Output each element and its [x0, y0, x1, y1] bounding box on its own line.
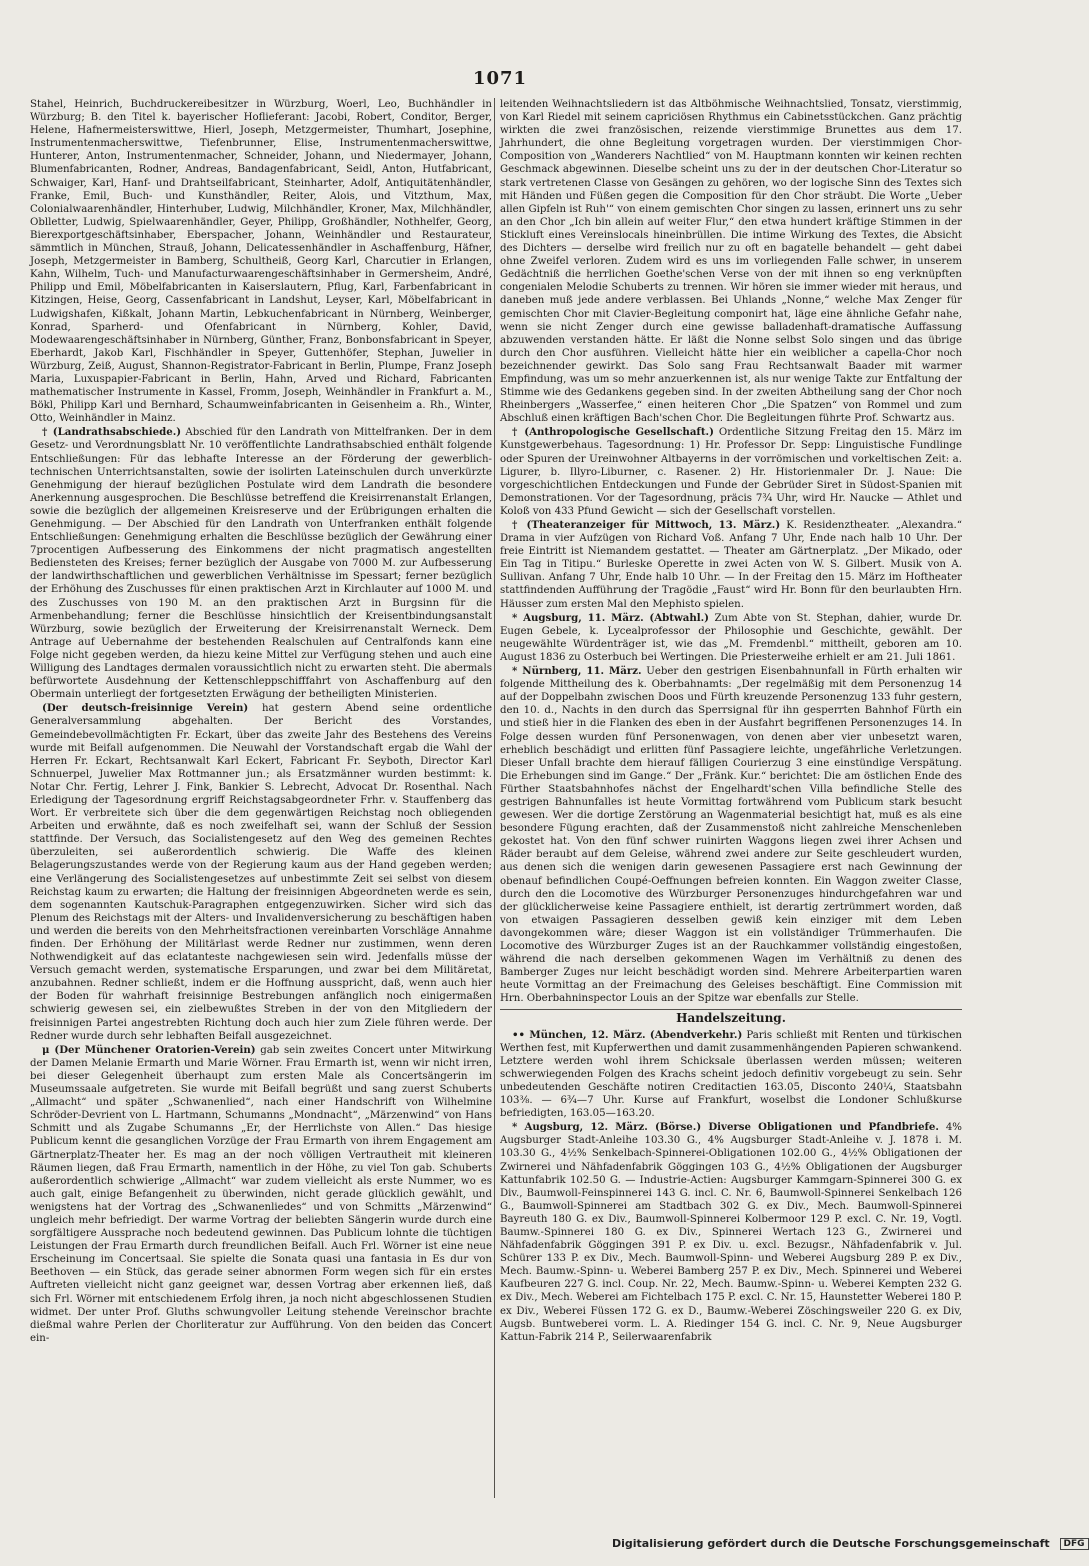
section-heading-handelszeitung: Handelszeitung.: [500, 1009, 962, 1025]
article-text: Paris schließt mit Renten und türkischen Werthen fest, mit Kupferwerthen und damit zusammenhängenden Papieren schwankend. Letztere werden wohl ihrem Schicksale überlassen werden müssen; weiteren schwerwiegenden Folgen des Krachs scheint jedoch definitiv vorgebeugt zu sein. Sehr unbedeutenden Geschäfte notiren Creditactien 163.05, Disconto 240¼, Staatsbahn 103⅜. — 6¾—7 Uhr. Kurse auf Frankfurt, woselbst die Londoner Schlußkurse befriedigten, 163.05—163.20.: [500, 1029, 962, 1120]
column-divider: [494, 98, 495, 1498]
article-text: Stahel, Heinrich, Buchdruckereibesitzer in Würzburg, Woerl, Leo, Buchhändler in Würzburg; B. den Titel k. bayerischer Hoflieferant: Jacobi, Robert, Conditor, Berger, Helene, Hafnermeisterswittwe, Hierl, Joseph, Metzgermeister, Thumhart, Josephine, Instrumentenmacherswittwe, Tiefenbrunner, Elise, Instrumentenmacherswittwe, Hunterer, Anton, Instrumentenmacher, Schneider, Johann, und Niedermayer, Johann, Blumenfabricanten, Rodner, Andreas, Bandagenfabricant, Seidl, Anton, Hutfabricant, Schwaiger, Karl, Hanf- und Drahtseilfabricant, Steinharter, Adolf, Antiquitätenhändler, Franke, Emil, Buch- und Kunsthändler, Reiter, Alois, und Vitzthum, Max, Colonialwaarenhändler, Hinterhuber, Ludwig, Milchhändler, Kroner, Max, Milchhändler, Oblletter, Ludwig, Spielwaarenhändler, Geyer, Philipp, Großhändler, Nothhelfer, Georg, Bierexportgeschäftsinhaber, Eberspacher, Johann, Weinhändler und Restaurateur, sämmtlich in München, Strauß, Johann, Delicatessenhändler in Aschaffenburg, Häfner, Joseph, Metzgermeister in Bamberg, Schultheiß, Georg Karl, Charcutier in Erlangen, Kahn, Wilhelm, Tuch- und Manufacturwaarengeschäftsinhaber in Germersheim, André, Philipp und Emil, Möbelfabricanten in Kaiserslautern, Pflug, Karl, Farbenfabricant in Kitzingen, Heise, Georg, Cassenfabricant in Landshut, Leyser, Karl, Möbelfabricant in Ludwigshafen, Kißkalt, Johann Martin, Lebkuchenfabricant in Nürnberg, Weinberger, Konrad, Sparherd- und Ofenfabricant in Nürnberg, Kohler, David, Modewaarengeschäftsinhaber in Nürnberg, Günther, Franz, Bonbonsfabricant in Speyer, Eberhardt, Jakob Karl, Fischhändler in Speyer, Guttenhöfer, Stephan, Juwelier in Würzburg, Zeiß, August, Shannon-Registrator-Fabricant in Berlin, Plumpe, Franz Joseph Maria, Luxuspapier-Fabricant in Berlin, Hahn, Arved und Richard, Fabricanten mathematischer Instrumente in Kassel, Fromm, Joseph, Weinhändler in Frankfurt a. M., Bökl, Philipp Karl und Bernhard, Schaumweinfabricanten in Geisenheim a. Rh., Winter, Otto, Weinhändler in Mainz.: [30, 99, 492, 425]
article-head: * Augsburg, 12. März. (Börse.) Diverse Obligationen und Pfandbriefe.: [512, 1121, 939, 1134]
article-paragraph: [500, 665, 962, 1005]
article-head: * Nürnberg, 11. März.: [512, 665, 642, 678]
article-head: † (Anthropologische Gesellschaft.): [512, 426, 714, 439]
article-paragraph: [500, 612, 962, 664]
dfg-logo: DFG: [1060, 1538, 1089, 1550]
article-text: Ueber den gestrigen Eisenbahnunfall in Fürth erhalten wir folgende Mittheilung des k. Oberbahnamts: „Der regelmäßig mit dem Personenzug 14 auf der Doppelbahn zwischen Doos und Fürth kreuzende Personenzug 133 fuhr gestern, den 10. d., Nachts in den durch das Sperrsignal für ihn gesperrten Bahnhof Fürth ein und stieß hier in die Flanken des eben in der Ausfahrt begriffenen Personenzuges 14. In Folge dessen wurden fünf Personenwagen, von denen aber vier unbesetzt waren, erheblich beschädigt und erlitten fünf Passagiere leichte, ungefährliche Verletzungen. Dieser Unfall brachte dem hierauf fälligen Courierzug 3 eine einstündige Verspätung. Die Erhebungen sind im Gange.“ Der „Fränk. Kur.“ berichtet: Die am östlichen Ende des Fürther Staatsbahnhofes nächst der Engelhardt'schen Villa befindliche Stelle des gestrigen Bahnunfalles ist heute Vormittag fortwährend vom Publicum stark besucht gewesen. Wer die dortige Zerstörung an Wagenmaterial besichtigt hat, muß es als eine besondere Fügung erachten, daß der Zusammenstoß nicht zahlreiche Menschenleben gekostet hat. Von den fünf schwer ruinirten Waggons liegen zwei ihrer Achsen und Räder beraubt auf dem Geleise, während zwei andere zur Seite geschleudert wurden, aus denen sich die wenigen darin gewesenen Passagiere erst nach Gewinnung der obenauf befindlichen Coupé-Oeffnungen befreien konnten. Ein Waggon zweiter Classe, durch den die Locomotive des Würzburger Personenzuges hindurchgefahren war und der glücklicherweise keine Passagiere enthielt, ist derartig zertrümmert worden, daß von etwaigen Passagieren desselben gewiß kein einziger mit dem Leben davongekommen wäre; dieser Waggon ist ein vollständiger Trümmerhaufen. Die Locomotive des Würzburger Zuges ist an der Rauchkammer vollständig eingestoßen, während die nach derselben gekommenen Wagen im Verhältniß zu denen des Bamberger Zuges nur leicht beschädigt worden sind. Mehrere Arbeiterpartien waren heute Vormittag an der Freimachung des Geleises beschäftigt. Eine Commission mit Hrn. Oberbahninspector Louis an der Spitze war ebenfalls zur Stelle.: [500, 666, 962, 1005]
article-text: leitenden Weihnachtsliedern ist das Altböhmische Weihnachtslied, Tonsatz, vierstimmig, von Karl Riedel mit seinem capriciösen Rhythmus ein Cabinetsstückchen. Ganz prächtig wirkten die zwei französischen, reizende vierstimmige Brunettes aus dem 17. Jahrhundert, die ohne Begleitung vorgetragen wurden. Der vierstimmigen Chor-Composition von „Wanderers Nachtlied“ von M. Hauptmann konnten wir keinen rechten Geschmack abgewinnen. Dieselbe scheint uns zu der in der deutschen Chor-Literatur so stark vertretenen Classe von Gesängen zu gehören, wo der logische Sinn des Textes sich mit Händen und Füßen gegen die Composition für den Chor sträubt. Die Worte „Ueber allen Gipfeln ist Ruh'“ von einem gemischten Chor singen zu lassen, erinnert uns zu sehr an den Chor „Ich bin allein auf weiter Flur,“ den etwa hundert kräftige Stimmen in der Stickluft eines Vereinslocals hineinbrüllen. Die intime Wirkung des Textes, die Absicht des Dichters — derselbe wird freilich nur zu oft en bagatelle behandelt — geht dabei ohne Zweifel verloren. Zudem wird es uns im vorliegenden Falle schwer, in unserem Gedächtniß die herrlichen Goethe'schen Verse von der mit ihnen so eng verknüpften congenialen Melodie Schuberts zu trennen. Wir hören sie immer wieder mit heraus, und daneben muß jede andere verblassen. Bei Uhlands „Nonne,“ welche Max Zenger für gemischten Chor mit Clavier-Begleitung componirt hat, läge eine ähnliche Gefahr nahe, wenn sie nicht Zenger durch eine gewisse balladenhaft-dramatische Auffassung abzuwenden verstanden hätte. Er läßt die Nonne selbst Solo singen und das übrige durch den Chor ausführen. Vielleicht hätte hier ein weiblicher a capella-Chor noch bezeichnender gewirkt. Das Solo sang Frau Rechtsanwalt Baader mit warmer Empfindung, was um so mehr anzuerkennen ist, als nur wenige Takte zur Entfaltung der Stimme wie des Gedankens gegeben sind. In der zweiten Abtheilung sang der Chor noch Rheinbergers „Wasserfee,“ einen heiteren Chor „Die Spatzen“ von Rommel und zum Abschluß einen kräftigen Bach'schen Chor. Die Begleitungen führte Prof. Schwartz aus.: [500, 99, 962, 425]
article-paragraph: [500, 426, 962, 518]
article-text: Abschied für den Landrath von Mittelfranken. Der in dem Gesetz- und Verordnungsblatt Nr. 10 veröffentlichte Landrathsabschied enthält folgende Entschließungen: Für das lebhafte Interesse an der Förderung der gewerblich-technischen Unterrichtsanstalten, sowie der isolirten Lateinschulen durch unverkürzte Genehmigung der hierauf bezüglichen Postulate wird dem Landrath die besondere Anerkennung ausgesprochen. Die Beschlüsse betreffend die Kreisirrenanstalt Erlangen, sowie die bezüglich der allgemeinen Kreisreserve und der Erübrigungen erhalten die Genehmigung. — Der Abschied für den Landrath von Unterfranken enthält folgende Entschließungen: Genehmigung erhalten die Beschlüsse bezüglich der Gewährung einer 7procentigen Aufbesserung des Einkommens der nicht pragmatisch angestellten Bediensteten des Kreises; ferner bezüglich der Ausgabe von 7000 M. zur Aufbesserung der landwirthschaftlichen und gewerblichen Verhältnisse im Spessart; ferner bezüglich der Erhöhung des Zuschusses für einen praktischen Arzt in Kirchlauter auf 1000 M. und des Zuschusses von 190 M. an den praktischen Arzt in Burgsinn für die Armenbehandlung; ferner die Beschlüsse hinsichtlich der Kreisentbindungsanstalt Würzburg, sowie bezüglich der Erweiterung der Kreisirrenanstalt Werneck. Dem Antrage auf Uebernahme der bestehenden Realschulen auf Centralfonds kann eine Folge nicht gegeben werden, da hiezu keine Mittel zur Verfügung stehen und auch eine Willigung des Landtages dermalen voraussichtlich nicht zu erwarten steht. Die abermals befürwortete Ausdehnung der Kettenschleppschifffahrt von Aschaffenburg auf den Obermain unterliegt der fortgesetzten Erwägung der betheiligten Ministerien.: [30, 427, 492, 701]
article-paragraph: [500, 98, 962, 425]
article-head: μ (Der Münchener Oratorien-Verein): [42, 1043, 256, 1056]
article-paragraph: [500, 1029, 962, 1121]
article-head: * Augsburg, 11. März. (Abtwahl.): [512, 611, 709, 624]
digitization-footer: [612, 1537, 1089, 1550]
article-text: 4% Augsburger Stadt-Anleihe 103.30 G., 4% Augsburger Stadt-Anleihe v. J. 1878 i. M. 103.30 G., 4½% Senkelbach-Spinnerei-Obligationen 102.00 G., 4½% Obligationen der Zwirnerei und Nähfadenfabrik Göggingen 103 G., 4½% Obligationen der Augsburger Kattunfabrik 102.50 G. — Industrie-Actien: Augsburger Kammgarn-Spinnerei 300 G. ex Div., Baumwoll-Feinspinnerei 143 G. incl. C. Nr. 6, Baumwoll-Spinnerei Senkelbach 126 G., Baumwoll-Spinnerei am Stadtbach 302 G. ex Div., Mech. Baumwoll-Spinnerei Bayreuth 180 G. ex Div., Baumwoll-Spinnerei Kolbermoor 129 P. excl. C. Nr. 19, Vogtl. Baumw.-Spinnerei 180 G. ex Div., Spinnerei Wertach 123 G., Zwirnerei und Nähfadenfabrik Göggingen 391 P. ex Div. u. excl. Bezugsr., Nähfadenfabrik v. Jul. Schürer 133 P. ex Div., Mech. Baumwoll-Spinn- und Weberei Augsburg 289 P. ex Div., Mech. Baumw.-Spinn- u. Weberei Bamberg 257 P. ex Div., Mech. Spinnerei und Weberei Kaufbeuren 227 G. incl. Coup. Nr. 22, Mech. Baumw.-Spinn- u. Weberei Kempten 232 G. ex Div., Mech. Weberei am Fichtelbach 175 P. excl. C. Nr. 15, Haunstetter Weberei 180 P. ex Div., Weberei Füssen 172 G. ex D., Baumw.-Weberei Zöschingsweiler 220 G. ex Div, Augsb. Buntweberei vorm. L. A. Riedinger 154 G. incl. C. Nr. 9, Neue Augsburger Kattun-Fabrik 214 P., Seilerwaarenfabrik: [500, 1122, 962, 1343]
page-number: 1071: [472, 68, 528, 89]
article-head: (Der deutsch-freisinnige Verein): [42, 702, 249, 715]
article-text: hat gestern Abend seine ordentliche Generalversammlung abgehalten. Der Bericht des Vorstandes, Gemeindebevollmächtigten Fr. Eckart, über das zweite Jahr des Bestehens des Vereins wurde mit Beifall aufgenommen. Die Neuwahl der Vorstandschaft ergab die Wahl der Herren Fr. Eckart, Rechtsanwalt Karl Eckert, Fabricant Fr. Seyboth, Director Karl Schnuerpel, Juwelier Max Rottmanner jun.; als Ersatzmänner wurden bestimmt: k. Notar Chr. Fertig, Lehrer J. Fink, Bankier S. Lebrecht, Advocat Dr. Rosenthal. Nach Erledigung der Tagesordnung ergriff Reichstagsabgeordneter Frhr. v. Stauffenberg das Wort. Er verbreitete sich über die dem gegenwärtigen Reichstag noch obliegenden Arbeiten und erwähnte, daß es noch zweifelhaft sei, wann der Schluß der Session stattfinde. Der Versuch, das Socialistengesetz auf den Weg des gemeinen Rechtes überzuleiten, sei außerordentlich schwierig. Die Waffe des kleinen Belagerungszustandes werde von der Regierung kaum aus der Hand gegeben werden; eine Verlängerung des Socialistengesetzes auf unbestimmte Zeit sei selbst von diesem Reichstag kaum zu erwarten; die Haltung der freisinnigen Abgeordneten werde es sein, dem sogenannten Kautschuk-Paragraphen entgegenzuwirken. Sicher wird sich das Plenum des Reichstags mit der Alters- und Invalidenversicherung zu beschäftigen haben und werden die bereits von den Mehrheitsfractionen vereinbarten Vorschläge Annahme finden. Der Erhöhung der Militärlast werde Redner nur zustimmen, wenn deren Nothwendigkeit auf das eclatanteste nachgewiesen sein wird. Jedenfalls müsse der Versuch gemacht werden, systematische Ersparungen, und zwar bei dem Militäretat, anzubahnen. Redner schließt, indem er die Hoffnung ausspricht, daß, wenn auch hier der Boden für wahrhaft freisinnige Bestrebungen anfänglich noch einigermaßen schwierig gewesen sei, ein zielbewußtes Streben in der von den Mitgliedern der freisinnigen Partei angestrebten Richtung doch auch hier zum Ziele führen werde. Der Redner wurde durch sehr lebhaften Beifall ausgezeichnet.: [30, 703, 492, 1042]
article-paragraph: [30, 98, 492, 425]
left-column: [30, 98, 492, 1346]
article-text: Ordentliche Sitzung Freitag den 15. März im Kunstgewerbehaus. Tagesordnung: 1) Hr. Professor Dr. Sepp: Linguistische Fundlinge oder Spuren der Ureinwohner Altbayerns in der vorrömischen und vorkeltischen Zeit: a. Ligurer, b. Illyro-Liburner, c. Rasener. 2) Hr. Historienmaler Dr. J. Naue: Die vorgeschichtlichen Entdeckungen und Funde der Gebrüder Siret in Südost-Spanien mit Demonstrationen. Vor der Tagesordnung, präcis 7¾ Uhr, wird Hr. Naucke — Athlet und Koloß von 433 Pfund Gewicht — sich der Gesellschaft vorstellen.: [500, 427, 962, 517]
article-text: Zum Abte von St. Stephan, dahier, wurde Dr. Eugen Gebele, k. Lycealprofessor der Philosophie und Geschichte, gewählt. Der neugewählte Würdenträger ist, wie das „M. Fremdenbl.“ mittheilt, geboren am 10. August 1836 zu Osterbuch bei Wertingen. Die Priesterweihe erhielt er am 21. Juli 1861.: [500, 612, 962, 663]
article-head: † (Theateranzeiger für Mittwoch, 13. März.): [512, 519, 781, 531]
article-paragraph: [30, 702, 492, 1042]
article-head: † (Landrathsabschiede.): [42, 426, 182, 439]
right-column: [500, 98, 962, 1345]
article-paragraph: [500, 519, 962, 611]
article-paragraph: [500, 1121, 962, 1344]
article-paragraph: [30, 1044, 492, 1345]
article-head: •• München, 12. März. (Abendverkehr.): [512, 1028, 743, 1041]
article-text: K. Residenztheater. „Alexandra.“ Drama in vier Aufzügen von Richard Voß. Anfang 7 Uhr, Ende nach halb 10 Uhr. Der freie Eintritt ist Niemandem gestattet. — Theater am Gärtnerplatz. „Der Mikado, oder Ein Tag in Titipu.“ Burleske Operette in zwei Acten von W. S. Gilbert. Musik von A. Sullivan. Anfang 7 Uhr, Ende halb 10 Uhr. — In der Freitag den 15. März im Hoftheater stattfindenden Aufführung der Tragödie „Faust“ wird Hr. Bonn für den beurlaubten Hrn. Häusser zum ersten Mal den Mephisto spielen.: [500, 520, 962, 610]
footer-text: Digitalisierung gefördert durch die Deutsche Forschungsgemeinschaft: [612, 1537, 1050, 1550]
article-text: gab sein zweites Concert unter Mitwirkung der Damen Melanie Ermarth und Marie Wörner. Frau Ermarth ist, wenn wir nicht irren, bei dieser Gelegenheit überhaupt zum ersten Male als Concertsängerin im Museumssaale aufgetreten. Sie wurde mit Beifall begrüßt und sang zuerst Schuberts „Allmacht“ und später „Schwanenlied“, nach einer Handschrift von Wilhelmine Schröder-Devrient von L. Hartmann, Schumanns „Mondnacht“, „Märzenwind“ von Hans Schmitt und als Zugabe Schumanns „Er, der Herrlichste von Allen.“ Das hiesige Publicum kennt die gesanglichen Vorzüge der Frau Ermarth von ihrem Engagement am Gärtnerplatz-Theater her. Es mag an der noch völligen Vertrautheit mit kleineren Räumen liegen, daß Frau Ermarth, namentlich in der Höhe, zu viel Ton gab. Schuberts außerordentlich schwierige „Allmacht“ war zudem vielleicht als erste Nummer, wo es auch galt, einige Befangenheit zu überwinden, nicht gerade glücklich gewählt, und wenigstens hat der Vortrag des „Schwanenliedes“ und von Schmitts „Märzenwind“ ungleich mehr befriedigt. Der warme Vortrag der beliebten Sängerin wurde durch eine sorgfältigere Aussprache noch bedeutend gewinnen. Das Publicum lohnte die tüchtigen Leistungen der Frau Ermarth durch freundlichen Beifall. Auch Frl. Wörner ist eine neue Erscheinung im Concertsaal. Sie spielte die Sonata quasi una fantasia in Es dur von Beethoven — ein Stück, das gerade seiner abnormen Form wegen sich für ein erstes Auftreten vielleicht nicht ganz geeignet war, dessen Vortrag aber erkennen ließ, daß sich Frl. Wörner mit entschiedenem Erfolg ihren, ja noch nicht abgeschlossenen Studien widmet. Der unter Prof. Gluths schwungvoller Leitung stehende Vereinschor brachte dießmal wahre Perlen der Chorliteratur zur Aufführung. Von den beiden das Concert ein-: [30, 1044, 493, 1344]
article-paragraph: [30, 426, 492, 701]
